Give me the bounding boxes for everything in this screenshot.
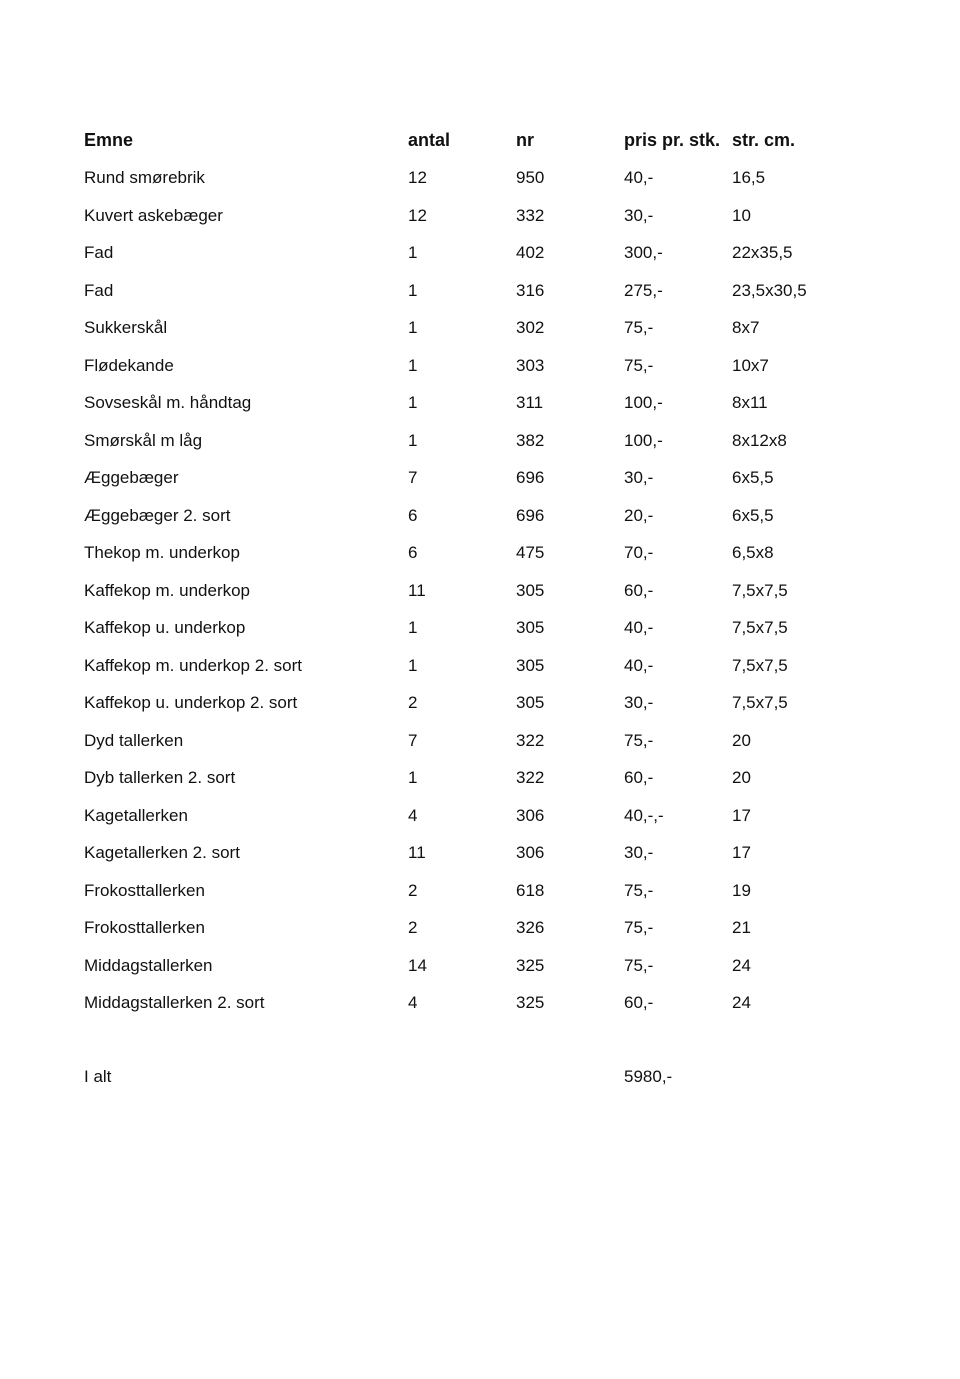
cell-pris: 75,-	[624, 318, 654, 337]
cell-nr: 305	[516, 656, 545, 675]
cell-emne: Kagetallerken 2. sort	[84, 843, 240, 862]
cell-nr: 316	[516, 281, 545, 300]
cell-antal: 7	[408, 731, 418, 750]
cell-str: 10x7	[732, 356, 769, 375]
cell-antal: 1	[408, 393, 418, 412]
cell-nr: 302	[516, 318, 545, 337]
cell-emne: Kaffekop m. underkop 2. sort	[84, 656, 302, 675]
cell-pris: 300,-	[624, 243, 663, 262]
cell-str: 20	[732, 731, 751, 750]
cell-nr: 326	[516, 918, 545, 937]
table-row	[0, 356, 960, 386]
cell-emne: Frokosttallerken	[84, 918, 205, 937]
cell-emne: Kaffekop m. underkop	[84, 581, 251, 600]
table-row	[0, 956, 960, 986]
cell-nr: 475	[516, 543, 545, 562]
table-row	[0, 918, 960, 948]
cell-antal: 2	[408, 918, 418, 937]
cell-antal: 1	[408, 431, 418, 450]
cell-str: 24	[732, 993, 751, 1012]
cell-emne: Sovseskål m. håndtag	[84, 393, 252, 412]
cell-str: 23,5x30,5	[732, 281, 807, 300]
table-row	[0, 993, 960, 1023]
cell-antal: 1	[408, 281, 418, 300]
cell-nr: 950	[516, 168, 545, 187]
cell-nr: 325	[516, 956, 545, 975]
table-row	[0, 581, 960, 611]
table-row	[0, 506, 960, 536]
cell-pris: 100,-	[624, 393, 663, 412]
cell-pris: 75,-	[624, 881, 654, 900]
table-row	[0, 168, 960, 198]
header-emne: Emne	[84, 130, 134, 150]
cell-pris: 275,-	[624, 281, 663, 300]
total-label: I alt	[84, 1067, 112, 1086]
cell-pris: 60,-	[624, 768, 654, 787]
cell-nr: 306	[516, 843, 545, 862]
cell-antal: 1	[408, 243, 418, 262]
cell-pris: 60,-	[624, 581, 654, 600]
table-header	[0, 130, 960, 160]
cell-antal: 4	[408, 806, 418, 825]
cell-antal: 1	[408, 356, 418, 375]
cell-pris: 60,-	[624, 993, 654, 1012]
cell-nr: 305	[516, 581, 545, 600]
cell-str: 24	[732, 956, 751, 975]
cell-emne: Smørskål m låg	[84, 431, 203, 450]
header-antal: antal	[408, 130, 451, 150]
cell-emne: Fad	[84, 281, 114, 300]
table-row	[0, 206, 960, 236]
cell-nr: 303	[516, 356, 545, 375]
table-row	[0, 468, 960, 498]
cell-nr: 696	[516, 468, 545, 487]
cell-str: 8x12x8	[732, 431, 787, 450]
cell-antal: 1	[408, 656, 418, 675]
table-row	[0, 318, 960, 348]
cell-pris: 40,-	[624, 618, 654, 637]
cell-emne: Dyd tallerken	[84, 731, 184, 750]
cell-pris: 20,-	[624, 506, 654, 525]
header-nr: nr	[516, 130, 534, 150]
cell-str: 10	[732, 206, 751, 225]
cell-antal: 1	[408, 318, 418, 337]
cell-nr: 618	[516, 881, 545, 900]
cell-nr: 325	[516, 993, 545, 1012]
table-row	[0, 393, 960, 423]
cell-nr: 382	[516, 431, 545, 450]
cell-nr: 322	[516, 768, 545, 787]
cell-antal: 12	[408, 206, 427, 225]
cell-antal: 2	[408, 693, 418, 712]
cell-str: 6x5,5	[732, 468, 774, 487]
table-row	[0, 843, 960, 873]
cell-str: 7,5x7,5	[732, 656, 788, 675]
table-row	[0, 281, 960, 311]
cell-str: 7,5x7,5	[732, 693, 788, 712]
cell-str: 17	[732, 843, 751, 862]
table-row	[0, 768, 960, 798]
cell-emne: Frokosttallerken	[84, 881, 205, 900]
cell-pris: 30,-	[624, 693, 654, 712]
cell-emne: Flødekande	[84, 356, 174, 375]
cell-pris: 40,-,-	[624, 806, 664, 825]
cell-pris: 40,-	[624, 656, 654, 675]
cell-pris: 40,-	[624, 168, 654, 187]
table-row	[0, 656, 960, 686]
table-row	[0, 881, 960, 911]
cell-nr: 311	[516, 393, 544, 412]
cell-pris: 30,-	[624, 206, 654, 225]
total-row	[0, 1067, 960, 1097]
cell-emne: Æggebæger 2. sort	[84, 506, 231, 525]
cell-emne: Æggebæger	[84, 468, 179, 487]
cell-nr: 305	[516, 618, 545, 637]
cell-antal: 4	[408, 993, 418, 1012]
cell-nr: 696	[516, 506, 545, 525]
cell-pris: 30,-	[624, 843, 654, 862]
cell-antal: 6	[408, 543, 418, 562]
cell-antal: 11	[408, 581, 426, 600]
cell-str: 8x11	[732, 393, 768, 412]
cell-nr: 332	[516, 206, 545, 225]
cell-nr: 306	[516, 806, 545, 825]
cell-antal: 12	[408, 168, 427, 187]
table-row	[0, 618, 960, 648]
cell-pris: 70,-	[624, 543, 654, 562]
cell-str: 19	[732, 881, 751, 900]
cell-str: 7,5x7,5	[732, 618, 788, 637]
cell-str: 6,5x8	[732, 543, 774, 562]
cell-str: 20	[732, 768, 751, 787]
cell-emne: Rund smørebrik	[84, 168, 205, 187]
cell-str: 17	[732, 806, 751, 825]
table-row	[0, 543, 960, 573]
cell-nr: 402	[516, 243, 545, 262]
cell-emne: Kaffekop u. underkop 2. sort	[84, 693, 298, 712]
cell-antal: 1	[408, 768, 418, 787]
cell-str: 16,5	[732, 168, 766, 187]
table-row	[0, 693, 960, 723]
cell-pris: 30,-	[624, 468, 654, 487]
cell-nr: 322	[516, 731, 545, 750]
cell-str: 7,5x7,5	[732, 581, 788, 600]
cell-emne: Thekop m. underkop	[84, 543, 240, 562]
cell-pris: 75,-	[624, 731, 654, 750]
cell-emne: Kuvert askebæger	[84, 206, 223, 225]
cell-str: 8x7	[732, 318, 760, 337]
cell-antal: 6	[408, 506, 418, 525]
cell-pris: 75,-	[624, 918, 654, 937]
header-pris: pris pr. stk.	[624, 130, 721, 150]
cell-emne: Kaffekop u. underkop	[84, 618, 246, 637]
cell-str: 6x5,5	[732, 506, 774, 525]
cell-emne: Sukkerskål	[84, 318, 168, 337]
cell-emne: Middagstallerken	[84, 956, 213, 975]
cell-pris: 75,-	[624, 356, 654, 375]
cell-pris: 100,-	[624, 431, 663, 450]
total-value: 5980,-	[624, 1067, 673, 1086]
table-row	[0, 731, 960, 761]
cell-antal: 11	[408, 843, 426, 862]
cell-antal: 1	[408, 618, 418, 637]
table-row	[0, 431, 960, 461]
cell-emne: Fad	[84, 243, 114, 262]
header-str: str. cm.	[732, 130, 796, 150]
cell-antal: 7	[408, 468, 418, 487]
cell-emne: Kagetallerken	[84, 806, 188, 825]
cell-antal: 2	[408, 881, 418, 900]
cell-emne: Dyb tallerken 2. sort	[84, 768, 236, 787]
cell-antal: 14	[408, 956, 427, 975]
cell-emne: Middagstallerken 2. sort	[84, 993, 265, 1012]
table-row	[0, 806, 960, 836]
cell-nr: 305	[516, 693, 545, 712]
cell-pris: 75,-	[624, 956, 654, 975]
cell-str: 21	[732, 918, 751, 937]
cell-str: 22x35,5	[732, 243, 793, 262]
table-row	[0, 243, 960, 273]
